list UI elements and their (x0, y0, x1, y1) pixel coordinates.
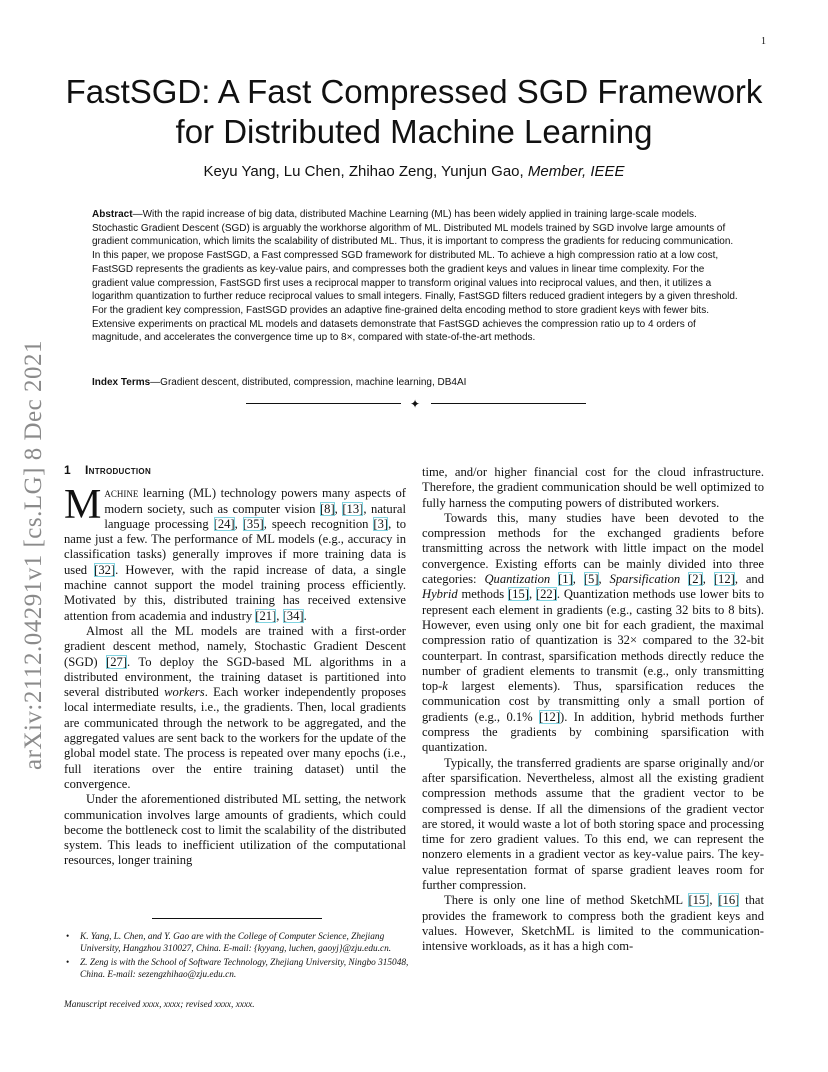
text-run: ). In addition, hybrid methods further compress the gradients by combining sparsification with quantization. (422, 709, 764, 755)
text-run: , (528, 587, 536, 602)
text-run: that provides the framework to compress both the gradient keys and values. However, SketchML is limited to the communication-intensive workloads, as it has a high com- (422, 893, 765, 954)
intro-paragraph-2 (64, 624, 406, 792)
text-run: methods (457, 587, 508, 602)
emphasis-quantization: Quantization (484, 572, 551, 587)
citation-link[interactable]: [32] (94, 562, 116, 577)
text-run: , and (734, 572, 765, 587)
citation-link[interactable]: [3] (373, 516, 389, 531)
text-run: , (702, 572, 714, 587)
citation-link[interactable]: [16] (718, 893, 740, 908)
text-run: , to name just a few. The performance of ML models (e.g., accuracy in classification tasks) generally improves if more training data is used (64, 516, 407, 577)
citation-link[interactable]: [22] (535, 587, 557, 602)
author-names: Keyu Yang, Lu Chen, Zhihao Zeng, Yunjun Gao, (203, 163, 524, 180)
divider-line-left (246, 403, 401, 404)
footnote-rule (152, 918, 322, 919)
citation-link[interactable]: [34] (282, 608, 304, 623)
arxiv-identifier-watermark[interactable]: arXiv:2112.04291v1 [cs.LG] 8 Dec 2021 (20, 340, 47, 770)
abstract-text: —With the rapid increase of big data, distributed Machine Learning (ML) has been widely applied in training large-scale models. Stochastic Gradient Descent (SGD) is arguably the workhorse algorithm of ML. Distributed ML models trained by SGD involve large amounts of gradient communication, which limits the scalability of distributed ML. Thus, it is important to compress the gradients for reducing communication. In this paper, we propose FastSGD, a Fast compressed SGD framework for distributed ML. To achieve a high compression ratio at a low cost, FastSGD represents the gradients as key-value pairs, and compresses both the gradient keys and values in linear time complexity. For the gradient value compression, FastSGD first uses a reciprocal mapper to transform original values into reciprocal values, and then, it utilizes a logarithm quantization to further reduce reciprocal values to small integers. Finally, FastSGD filters reduced gradient integers by a given threshold. For the gradient key compression, FastSGD provides an adaptive fine-grained delta encoding method to store gradient keys with fewer bits. Extensive experiments on practical ML models and datasets demonstrate that FastSGD achieves the compression ratio up to 4 orders of magnitude, and accelerates the convergence time up to 8×, compared with state-of-the-art methods. (92, 209, 738, 344)
section-divider (246, 398, 586, 412)
emphasis-hybrid: Hybrid (422, 587, 458, 602)
text-run: . Each worker independently proposes local intermediate results, i.e., the gradients. Then, local gradients are communicated through the network to be aggregated, and the aggregated values are sent back to the workers for the update of the global model state. The process is repeated over many epochs (i.e., full iterations over the entire training dataset) until the convergence. (64, 685, 406, 791)
divider-ornament-icon: ✦ (410, 397, 421, 411)
abstract (92, 208, 738, 345)
citation-link[interactable]: [5] (583, 572, 599, 587)
manuscript-note: Manuscript received xxxx, xxxx; revised xxxx, xxxx. (64, 1000, 255, 1010)
section-number: 1 (64, 463, 71, 477)
text-run: , (276, 608, 283, 623)
emphasis-k: k (442, 679, 448, 694)
text-run: , (334, 501, 343, 516)
text-run: , (572, 572, 584, 587)
intro-paragraph-3: Under the aforementioned distributed ML setting, the network communication involves large amounts of gradients, which could become the bottleneck cost to limit the scalability of the distributed system. This leads to inefficient utilization of the computational resources, longer training (64, 792, 406, 868)
footnote-item: • K. Yang, L. Chen, and Y. Gao are with the College of Computer Science, Zhejiang University, Hangzhou 310027, China. E-mail: {kyyang, luchen, gaoyj}@zju.edu.cn. (80, 931, 409, 955)
citation-link[interactable]: [24] (213, 516, 235, 531)
citation-link[interactable]: [21] (255, 608, 277, 623)
page-number: 1 (761, 36, 766, 47)
section-title: Introduction (84, 463, 152, 477)
text-run: , (234, 516, 243, 531)
text-run (680, 572, 688, 586)
citation-link[interactable]: [15] (507, 587, 529, 602)
left-column (64, 463, 406, 869)
citation-link[interactable]: [35] (242, 516, 264, 531)
intro-paragraph-continued: time, and/or higher financial cost for the cloud infrastructure. Therefore, the gradient communication should be well optimized to fully harness the computing powers of distributed workers. (422, 465, 764, 510)
lead-word: achine (104, 486, 139, 501)
citation-link[interactable]: [8] (319, 501, 335, 516)
text-run: . Quantization methods use lower bits to represent each element in gradients (e.g., casting 32 bits to 8 bits). However, even using only one bit for each gradient, the maximal compression ratio of quantization is 32× compared to the 32-bit counterpart. In contrast, sparsification methods directly reduce the number of gradient elements to transmit (e.g., only transmitting top- (422, 587, 765, 694)
divider-line-right (431, 403, 586, 404)
section-heading (64, 463, 406, 478)
author-membership: Member, IEEE (527, 163, 625, 180)
text-run: , (598, 572, 610, 587)
text-run: . (303, 608, 307, 623)
text-run: There is only one line of method SketchML (444, 893, 689, 908)
intro-paragraph-5: Typically, the transferred gradients are sparse originally and/or after sparsification. Nevertheless, almost all the existing gradient compression methods assume that the gradient vector to be compressed is dense. If all the dimensions of the gradient vector are stored, it would waste a lot of both storing space and processing time for zero gradient values. To this end, we can represent the nonzero elements in a gradient vector as key-value pairs. The key-value representation format of sparse gradient leaves room for further compression. (422, 755, 764, 893)
index-terms-text: —Gradient descent, distributed, compression, machine learning, DB4AI (150, 377, 467, 388)
intro-paragraph-1 (64, 482, 407, 624)
intro-paragraph-4 (422, 511, 764, 756)
affiliation-footnotes (64, 931, 409, 983)
text-run: . However, with the rapid increase of data, a single machine cannot support the model training process efficiently. Motivated by this, distributed training has received extensive attention from academia and industry (64, 562, 406, 623)
text-run: , speech recognition (263, 516, 374, 531)
index-terms (92, 377, 738, 388)
text-run: Almost all the ML models are trained with a first-order gradient descent method, namely, Stochastic Gradient Descent (SGD) (64, 623, 406, 669)
author-line (60, 163, 768, 180)
paper-title: FastSGD: A Fast Compressed SGD Framework for Distributed Machine Learning (65, 73, 763, 150)
citation-link[interactable]: [12] (539, 709, 561, 724)
right-column (422, 465, 764, 955)
citation-link[interactable]: [13] (342, 501, 364, 516)
citation-link[interactable]: [27] (106, 654, 128, 669)
text-run: , natural language processing (104, 501, 406, 531)
citation-link[interactable]: [1] (558, 572, 573, 587)
intro-paragraph-6 (422, 893, 764, 954)
drop-cap: M (64, 482, 102, 529)
text-run: largest elements). Thus, sparsification reduces the communication cost by transmitting only a small portion of gradients (e.g., 0.1% (422, 679, 764, 724)
index-terms-label: Index Terms (92, 377, 151, 388)
abstract-label: Abstract (92, 209, 133, 220)
text-run: Towards this, many studies have been devoted to the compression methods for the exchanged gradients before transmitting across the network with little impact on the model convergence. Existing efforts can be mainly divided into three categories: (422, 510, 764, 587)
text-run (550, 572, 558, 586)
footnote-item: • Z. Zeng is with the School of Software Technology, Zhejiang University, Ningbo 315048, China. E-mail: sezengzhihao@zju.edu.cn. (80, 957, 409, 981)
emphasis-workers: workers (164, 685, 205, 700)
text-run: . To deploy the SGD-based ML algorithms in a distributed environment, the training dataset is partitioned into several distributed (64, 654, 406, 700)
text-run: , (709, 893, 719, 908)
citation-link[interactable]: [15] (688, 893, 710, 908)
emphasis-sparsification: Sparsification (609, 572, 681, 587)
citation-link[interactable]: [12] (713, 572, 735, 587)
text-run: learning (ML) technology powers many aspects of modern society, such as computer vision (104, 486, 406, 516)
citation-link[interactable]: [2] (688, 572, 703, 587)
